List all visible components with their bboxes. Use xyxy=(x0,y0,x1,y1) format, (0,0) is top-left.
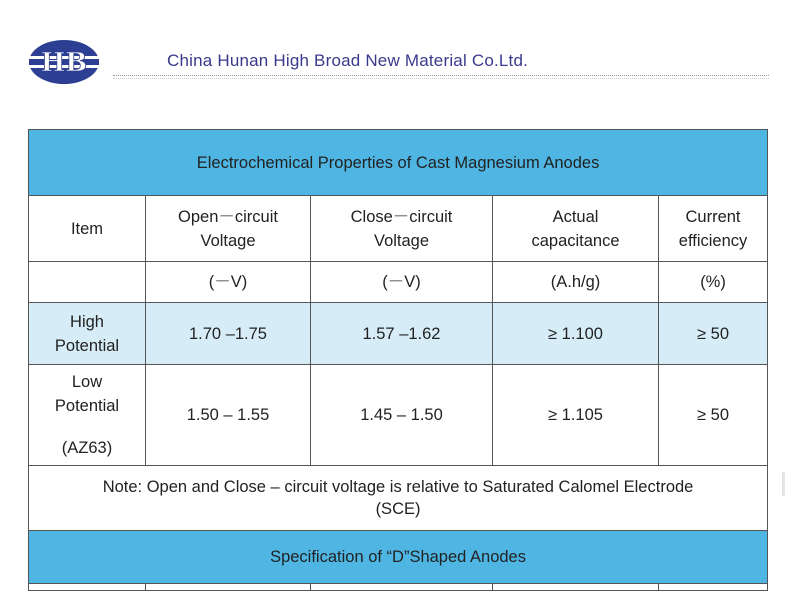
cell-capacitance: ≥ 1.105 xyxy=(493,365,659,466)
table-row xyxy=(29,303,768,365)
column-header-item: Item xyxy=(29,196,146,262)
properties-table xyxy=(28,129,768,591)
unit-open-circuit: (－V) xyxy=(146,262,311,303)
page-edge-mark xyxy=(782,472,785,496)
cell-close-circuit: 1.45 – 1.50 xyxy=(311,365,493,466)
table-row xyxy=(29,365,768,466)
unit-capacitance: (A.h/g) xyxy=(493,262,659,303)
table-cut-row xyxy=(29,584,768,591)
cell-capacitance: ≥ 1.100 xyxy=(493,303,659,365)
row-item-low-potential: Low Potential (AZ63) xyxy=(29,365,146,466)
cell-efficiency: ≥ 50 xyxy=(659,365,768,466)
header-divider-secondary xyxy=(113,78,769,79)
table-units-row xyxy=(29,262,768,303)
table-title-row xyxy=(29,130,768,196)
company-logo xyxy=(27,38,101,86)
cell-close-circuit: 1.57 –1.62 xyxy=(311,303,493,365)
unit-efficiency: (%) xyxy=(659,262,768,303)
cell-efficiency: ≥ 50 xyxy=(659,303,768,365)
row-item-high-potential: High Potential xyxy=(29,303,146,365)
unit-close-circuit: (－V) xyxy=(311,262,493,303)
table-title: Electrochemical Properties of Cast Magnesium Anodes xyxy=(29,130,768,196)
unit-item xyxy=(29,262,146,303)
cell-open-circuit: 1.70 –1.75 xyxy=(146,303,311,365)
cell-open-circuit: 1.50 – 1.55 xyxy=(146,365,311,466)
table-note: Note: Open and Close – circuit voltage is relative to Saturated Calomel Electrode (SCE) xyxy=(29,466,768,531)
column-header-close-circuit: Close－circuit Voltage xyxy=(311,196,493,262)
section-title-row xyxy=(29,531,768,584)
section-title-d-shaped: Specification of “D”Shaped Anodes xyxy=(29,531,768,584)
header-divider xyxy=(113,75,769,76)
logo-text: HB xyxy=(40,48,88,78)
column-header-open-circuit: Open－circuit Voltage xyxy=(146,196,311,262)
table-header-row xyxy=(29,196,768,262)
column-header-capacitance: Actual capacitance xyxy=(493,196,659,262)
table-note-row xyxy=(29,466,768,531)
company-name: China Hunan High Broad New Material Co.Ltd. xyxy=(167,51,529,70)
column-header-efficiency: Current efficiency xyxy=(659,196,768,262)
